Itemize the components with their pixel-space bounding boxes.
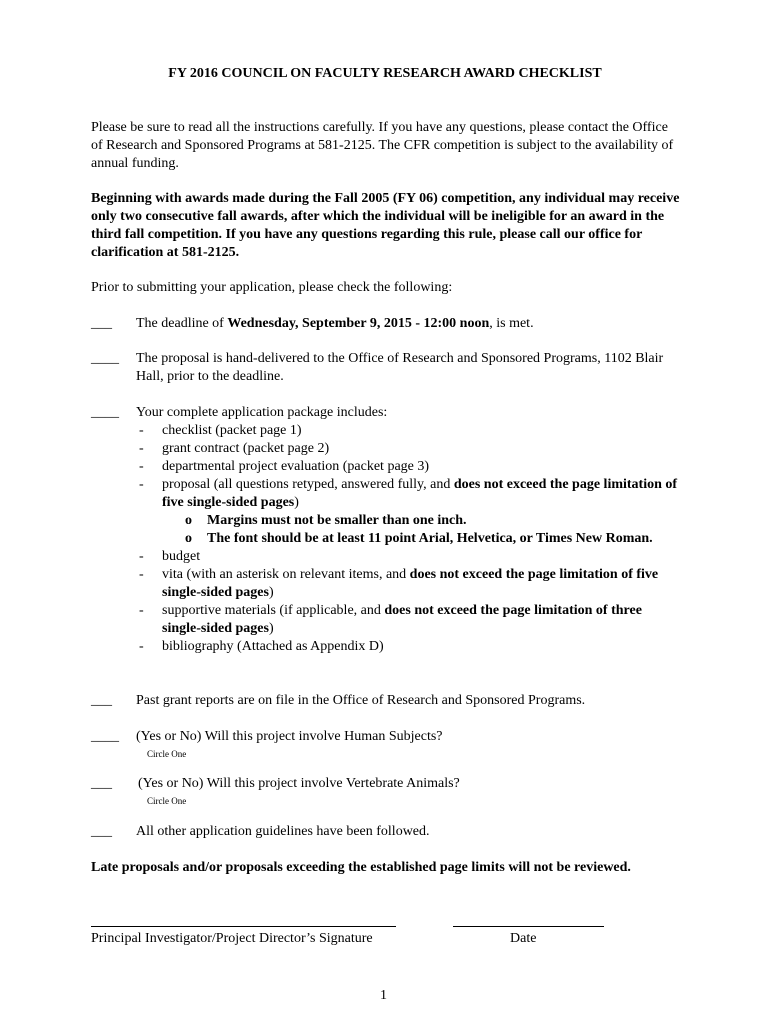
circle-one-note: Circle One xyxy=(147,796,187,806)
list-item: - departmental project evaluation (packet page 3) xyxy=(139,459,430,474)
document-page: FY 2016 COUNCIL ON FACULTY RESEARCH AWARD CHECKLIST Please be sure to read all the instructions carefully. If you have any questions, please contact the Office of Research and Sponsored Programs at 581-2125. The CFR competition is subject to the availability of annual funding. Beginning with awards made during the Fall 2005 (FY 06) competition, any individual may receive only two consecutive fall awards, after which the individual will be ineligible for an award in the third fall competition. If you have any questions regarding this rule, please call our office for clarification at 581-2125. Prior to submitting your application, please check the following: ___ The deadline of Wednesday, September 9, 2015 - 12:00 noon, is met. ____ The proposal is hand-delivered to the Office of Research and Sponsored Programs, 1102 Blair Hall, prior to the deadline. ____ Your complete application package includes: - checklist (packet page 1) - grant contract (packet page 2) - departmental project evaluation (packet page 3) - proposal (all questions retyped, answered fully, and does not exceed the page limitation of five single-sided pages) o Margins must not be smaller than one inch. o The font should be at least 11 point Arial, Helvetica, or Times New Roman. - budget - vita (with an asterisk on relevant items, and does not exceed the page limitation of five single-sided pages) - supportive materials (if applicable, and does not exceed the page limitation of three single-sided pages) - bibliography (Attached as Appendix D) ___ Past grant reports are on file in the Office of Research and Sponsored Programs. ____ (Yes or No) Will this project involve Human Subjects? Circle One ___ (Yes or No) Will this project involve Vertebrate Animals? Circle One ___ All other application guidelines have been followed. Late proposals and/or proposals exceeding the established page limits will not be reviewed. Principal Investigator/Project Director’s Signature Date 1 xyxy=(0,0,770,1024)
list-item: - budget xyxy=(139,549,201,564)
check-blank[interactable]: ____ xyxy=(91,351,119,366)
check-blank[interactable]: ___ xyxy=(91,316,112,331)
list-item: - checklist (packet page 1) xyxy=(139,423,302,438)
prior-instruction: Prior to submitting your application, please check the following: xyxy=(91,280,453,295)
package-list xyxy=(136,422,681,656)
check-blank[interactable]: ____ xyxy=(91,729,119,744)
page-number: 1 xyxy=(380,988,387,1003)
page-title: FY 2016 COUNCIL ON FACULTY RESEARCH AWARD CHECKLIST xyxy=(168,66,602,81)
date-line[interactable] xyxy=(453,926,604,927)
check-blank[interactable]: ___ xyxy=(91,824,112,839)
sub-list-item: o The font should be at least 11 point Arial, Helvetica, or Times New Roman. xyxy=(185,531,653,546)
check-blank[interactable]: ____ xyxy=(91,405,119,420)
list-item: - vita (with an asterisk on relevant items, and does not exceed the page limitation of five single-sided pages) xyxy=(139,567,659,600)
check-blank[interactable]: ___ xyxy=(91,693,112,708)
late-proposals-note: Late proposals and/or proposals exceeding the established page limits will not be reviewed. xyxy=(91,860,631,875)
intro-paragraph: Please be sure to read all the instructions carefully. If you have any questions, please contact the Office of Research and Sponsored Programs at 581-2125. The CFR competition is subject to the availability of annual funding. xyxy=(91,120,674,171)
signature-line[interactable] xyxy=(91,926,396,927)
list-item: - bibliography (Attached as Appendix D) xyxy=(139,639,384,654)
sub-list-item: o Margins must not be smaller than one inch. xyxy=(185,513,467,528)
list-item: - grant contract (packet page 2) xyxy=(139,441,330,456)
date-label: Date xyxy=(510,931,537,946)
check-blank[interactable]: ___ xyxy=(91,776,112,791)
list-item: - supportive materials (if applicable, and does not exceed the page limitation of three single-sided pages) xyxy=(139,603,642,636)
circle-one-note: Circle One xyxy=(147,749,187,759)
signature-label: Principal Investigator/Project Director’s Signature xyxy=(91,931,373,946)
list-item: - proposal (all questions retyped, answered fully, and does not exceed the page limitation of five single-sided pages) xyxy=(139,477,678,510)
eligibility-rule: Beginning with awards made during the Fall 2005 (FY 06) competition, any individual may receive only two consecutive fall awards, after which the individual will be ineligible for an award in the third fall competition. If you have any questions regarding this rule, please call our office for clarification at 581-2125. xyxy=(91,191,680,260)
